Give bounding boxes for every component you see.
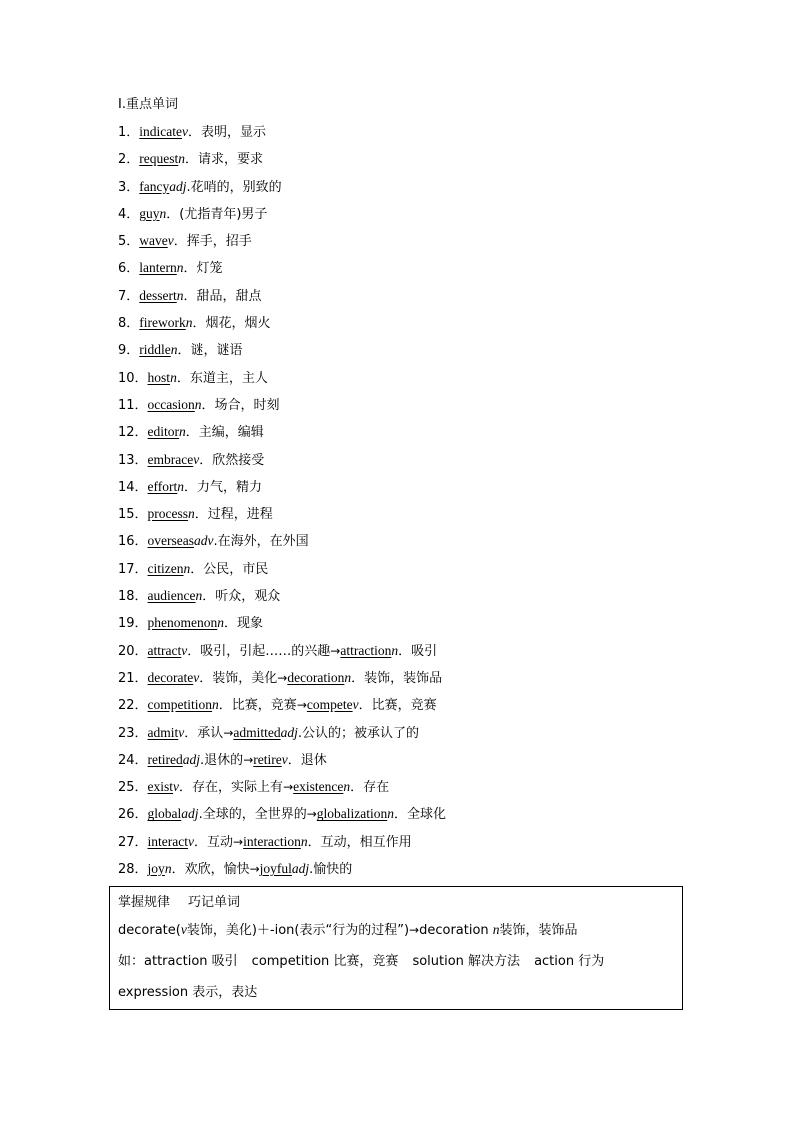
- derivation-arrow: →: [277, 670, 288, 685]
- vocab-word: process: [147, 506, 189, 522]
- vocab-word: globalization: [316, 806, 388, 822]
- vocab-item: [118, 122, 698, 149]
- vocab-word: interact: [147, 833, 189, 849]
- vocab-number: 14．: [118, 479, 148, 495]
- vocab-word: decorate: [147, 669, 194, 685]
- example-item: competition 比赛，竞赛: [251, 954, 399, 969]
- vocab-meaning: ．灯笼: [183, 261, 223, 277]
- tip-title: [118, 891, 674, 915]
- vocab-item: [118, 149, 698, 176]
- vocab-number: 11．: [118, 397, 148, 413]
- vocab-meaning: ．听众，观众: [202, 589, 281, 605]
- vocab-item: [118, 286, 698, 313]
- vocab-item: [118, 695, 698, 722]
- vocab-item: [118, 204, 698, 231]
- vocab-number: 26．: [118, 807, 148, 823]
- vocab-meaning: ．主编，编辑: [185, 425, 264, 441]
- tip-title-right: 巧记单词: [188, 895, 241, 910]
- vocab-meaning: ．表明，显示: [188, 125, 267, 140]
- vocab-meaning: ．互动: [194, 834, 234, 850]
- derivation-arrow: →: [249, 862, 260, 877]
- vocab-meaning: ．欢欣，愉快: [171, 862, 250, 878]
- vocab-meaning: ．存在，实际上有: [179, 780, 284, 796]
- vocab-meaning: ．比赛，竞赛: [358, 698, 437, 714]
- part-of-speech: v: [173, 779, 180, 795]
- vocab-meaning: ．互动，相互作用: [307, 834, 412, 850]
- tip-examples: [118, 946, 674, 1008]
- part-of-speech: adv: [194, 533, 214, 549]
- vocab-word: wave: [139, 233, 168, 249]
- vocab-number: 12．: [118, 425, 148, 441]
- vocab-word: admit: [147, 724, 179, 740]
- vocab-item: [118, 641, 698, 668]
- vocab-word: compete: [306, 697, 353, 713]
- vocab-item: [118, 231, 698, 258]
- vocab-word: decoration: [287, 669, 345, 685]
- vocab-word: joyful: [259, 861, 292, 877]
- vocab-meaning: ．现象: [224, 616, 264, 632]
- vocab-number: 21．: [118, 670, 148, 686]
- part-of-speech: n: [185, 315, 193, 331]
- vocab-word: embrace: [147, 451, 194, 467]
- vocab-number: 9．: [118, 343, 140, 359]
- part-of-speech: n: [178, 151, 186, 167]
- vocab-item: [118, 777, 698, 804]
- vocab-word: overseas: [147, 533, 195, 549]
- vocab-number: 19．: [118, 616, 148, 632]
- vocab-item: [118, 313, 698, 340]
- vocab-word: attraction: [340, 642, 392, 658]
- rule-meaning1: 装饰，美化)＋-ion(表示“行为的过程”): [186, 923, 410, 938]
- vocab-number: 18．: [118, 589, 148, 605]
- vocab-meaning: ．全球化: [394, 807, 447, 823]
- part-of-speech: n: [217, 615, 225, 631]
- rule-pos2: n: [492, 922, 500, 937]
- part-of-speech: adj: [280, 724, 298, 740]
- vocab-meaning: ．东道主，主人: [176, 370, 268, 386]
- part-of-speech: n: [179, 424, 186, 440]
- vocab-meaning: ．甜品，甜点: [183, 288, 262, 304]
- derivation-arrow: →: [283, 780, 294, 795]
- part-of-speech: n: [195, 588, 203, 604]
- part-of-speech: v: [352, 697, 359, 713]
- example-item: action 行为: [534, 954, 605, 969]
- rule-arrow: →: [409, 923, 420, 937]
- vocab-meaning: ．力气，精力: [184, 479, 263, 495]
- vocab-word: effort: [147, 478, 178, 494]
- vocab-item: [118, 668, 698, 695]
- vocab-word: editor: [147, 424, 180, 440]
- derivation-arrow: →: [233, 834, 244, 849]
- vocab-word: attract: [147, 642, 182, 658]
- rule-word1: decorate(: [118, 923, 181, 938]
- vocab-meaning: ．谜，谜语: [177, 343, 243, 359]
- part-of-speech: n: [170, 342, 178, 358]
- derivation-arrow: →: [243, 752, 254, 767]
- part-of-speech: n: [188, 506, 195, 522]
- vocab-meaning: ．存在: [350, 780, 390, 796]
- vocab-word: fancy: [139, 178, 170, 194]
- part-of-speech: v: [281, 751, 288, 767]
- part-of-speech: adj: [182, 751, 201, 767]
- example-item: solution 解决方法: [412, 954, 521, 969]
- vocab-number: 23．: [118, 725, 148, 741]
- vocab-number: 4．: [118, 206, 140, 222]
- vocab-meaning: .花哨的，别致的: [186, 179, 282, 195]
- vocab-number: 15．: [118, 507, 148, 523]
- part-of-speech: n: [194, 396, 202, 412]
- vocab-number: 1．: [118, 125, 140, 140]
- vocab-item: [118, 804, 698, 831]
- vocab-word: global: [147, 806, 182, 822]
- vocab-number: 24．: [118, 752, 148, 768]
- vocab-item: [118, 177, 698, 204]
- vocab-meaning: ．退休: [287, 752, 327, 768]
- vocab-number: 27．: [118, 834, 148, 850]
- tip-rule: [118, 915, 674, 946]
- vocab-number: 13．: [118, 452, 148, 468]
- tip-title-left: 掌握规律: [118, 895, 171, 910]
- vocab-number: 5．: [118, 234, 140, 250]
- vocab-word: request: [139, 151, 179, 167]
- vocab-item: [118, 531, 698, 558]
- vocab-meaning: .全球的，全世界的: [198, 807, 307, 823]
- rule-pos1: v: [180, 922, 187, 937]
- vocab-meaning: ．过程，进程: [194, 507, 273, 523]
- vocab-item: [118, 859, 698, 886]
- vocab-item: [118, 504, 698, 531]
- vocab-number: 8．: [118, 316, 140, 332]
- vocab-meaning: ．吸引: [398, 643, 438, 659]
- vocab-number: 22．: [118, 698, 148, 714]
- vocab-meaning: ．比赛，竞赛: [218, 698, 297, 714]
- vocab-item: [118, 559, 698, 586]
- vocab-word: phenomenon: [147, 615, 218, 631]
- tip-box: [109, 886, 683, 1010]
- vocab-number: 10．: [118, 370, 148, 386]
- vocab-meaning: ．烟花，烟火: [192, 316, 271, 332]
- part-of-speech: v: [181, 642, 188, 658]
- vocab-number: 6．: [118, 261, 140, 277]
- derivation-arrow: →: [306, 807, 317, 822]
- part-of-speech: adj: [291, 861, 310, 877]
- derivation-arrow: →: [330, 643, 341, 658]
- part-of-speech: n: [176, 260, 184, 276]
- examples-prefix: 如：: [118, 954, 145, 969]
- part-of-speech: n: [212, 697, 219, 713]
- vocab-item: [118, 750, 698, 777]
- part-of-speech: v: [193, 451, 200, 467]
- vocab-number: 28．: [118, 862, 148, 878]
- vocab-item: [118, 450, 698, 477]
- part-of-speech: n: [300, 833, 308, 849]
- vocab-item: [118, 477, 698, 504]
- vocab-word: retired: [147, 751, 183, 767]
- vocab-word: joy: [147, 861, 165, 877]
- vocab-item: [118, 395, 698, 422]
- vocab-number: 16．: [118, 534, 148, 550]
- vocab-meaning: ．(尤指青年)男子: [166, 206, 268, 222]
- vocab-word: citizen: [147, 560, 184, 576]
- derivation-arrow: →: [296, 698, 307, 713]
- vocab-word: interaction: [243, 833, 301, 849]
- vocab-word: existence: [293, 779, 344, 795]
- vocab-meaning: ．挥手，招手: [173, 234, 252, 250]
- vocab-word: riddle: [139, 342, 171, 358]
- vocab-list: [118, 122, 698, 886]
- part-of-speech: v: [167, 233, 174, 249]
- vocab-word: indicate: [139, 124, 183, 139]
- vocab-meaning: ．承认: [184, 725, 224, 741]
- vocab-number: 20．: [118, 643, 148, 659]
- part-of-speech: n: [183, 560, 191, 576]
- vocab-meaning: ．欣然接受: [199, 452, 265, 468]
- part-of-speech: adj: [169, 178, 187, 194]
- part-of-speech: v: [178, 724, 185, 740]
- vocab-meaning: ．装饰，装饰品: [351, 670, 443, 686]
- vocab-meaning: .退休的: [200, 752, 244, 768]
- vocab-meaning: ．请求，要求: [185, 152, 264, 168]
- vocab-word: competition: [147, 697, 213, 713]
- vocab-number: 25．: [118, 780, 148, 796]
- part-of-speech: n: [170, 369, 177, 385]
- part-of-speech: v: [182, 124, 189, 139]
- part-of-speech: n: [343, 779, 351, 795]
- vocab-meaning: ．场合，时刻: [201, 397, 280, 413]
- vocab-item: [118, 258, 698, 285]
- part-of-speech: n: [391, 642, 399, 658]
- vocab-word: dessert: [139, 287, 177, 303]
- vocab-word: occasion: [147, 396, 195, 412]
- vocab-meaning: .公认的；被承认了的: [297, 725, 420, 741]
- vocab-meaning: ．吸引，引起……的兴趣: [187, 643, 331, 659]
- derivation-arrow: →: [223, 725, 234, 740]
- vocab-item: [118, 723, 698, 750]
- rule-meaning2: 装饰，装饰品: [499, 923, 578, 938]
- part-of-speech: n: [176, 287, 184, 303]
- example-item: attraction 吸引: [144, 954, 238, 969]
- vocab-word: firework: [139, 315, 186, 331]
- part-of-speech: v: [193, 669, 200, 685]
- vocab-word: audience: [147, 588, 196, 604]
- vocab-meaning: .在海外，在外国: [213, 534, 309, 550]
- vocab-meaning: ．公民，市民: [190, 561, 269, 577]
- vocab-item: [118, 586, 698, 613]
- part-of-speech: n: [344, 669, 352, 685]
- part-of-speech: n: [159, 205, 167, 221]
- vocab-word: admitted: [233, 724, 281, 740]
- vocab-word: retire: [253, 751, 282, 767]
- vocab-word: lantern: [139, 260, 177, 276]
- vocab-number: 7．: [118, 288, 140, 304]
- vocab-word: host: [147, 369, 171, 385]
- vocab-item: [118, 832, 698, 859]
- vocab-number: 17．: [118, 561, 148, 577]
- example-item: expression 表示，表达: [118, 985, 258, 1000]
- vocab-item: [118, 368, 698, 395]
- section-title: Ⅰ.重点单词: [118, 97, 178, 112]
- vocab-word: guy: [139, 205, 160, 221]
- rule-word2: decoration: [419, 923, 493, 938]
- vocab-item: [118, 613, 698, 640]
- vocab-word: exist: [147, 779, 174, 795]
- vocab-meaning: ．装饰，美化: [199, 670, 278, 686]
- part-of-speech: n: [164, 861, 172, 877]
- part-of-speech: adj: [181, 806, 199, 822]
- vocab-number: 3．: [118, 179, 140, 195]
- part-of-speech: n: [177, 478, 185, 494]
- part-of-speech: v: [188, 833, 195, 849]
- vocab-number: 2．: [118, 152, 140, 168]
- vocab-item: [118, 340, 698, 367]
- part-of-speech: n: [387, 806, 394, 822]
- vocab-item: [118, 422, 698, 449]
- vocab-meaning: .愉快的: [309, 862, 353, 878]
